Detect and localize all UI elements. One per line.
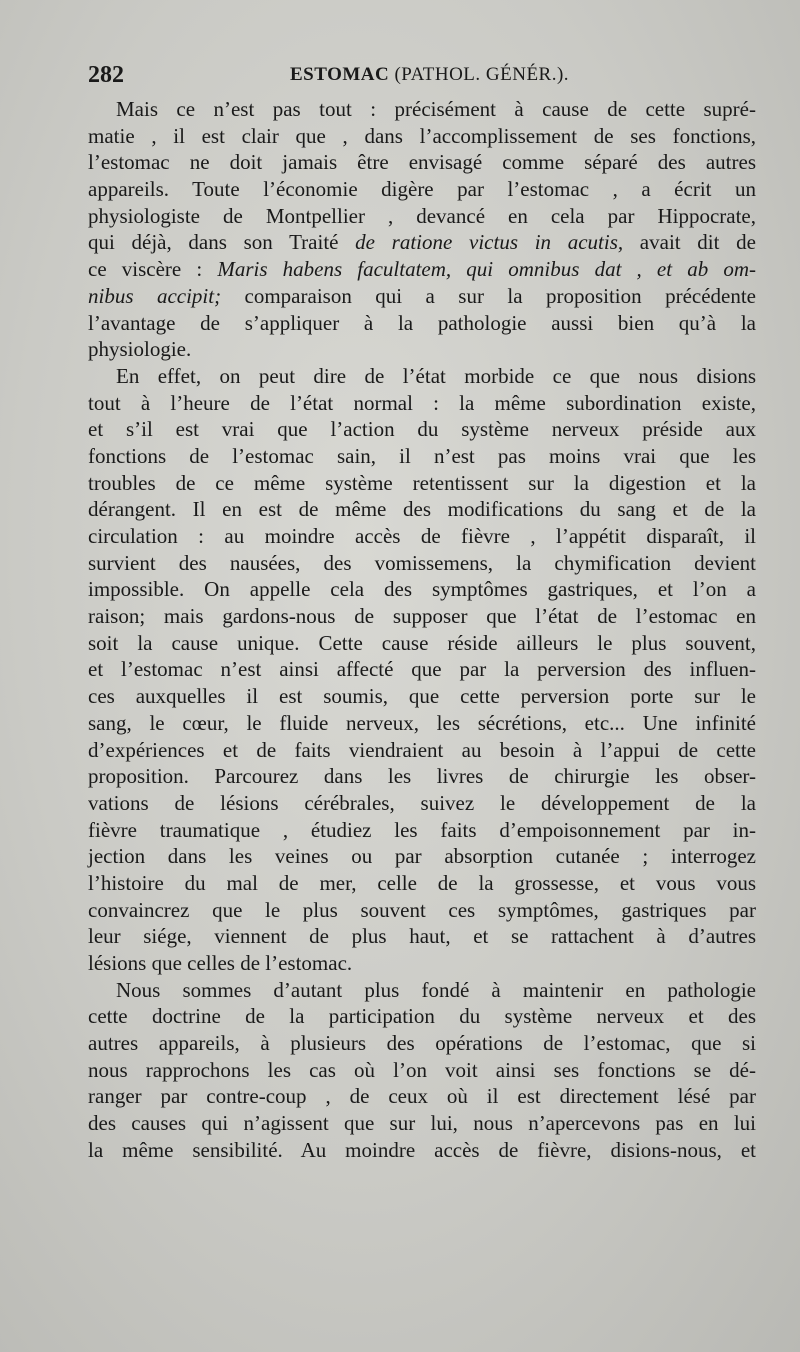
text-segment: l’histoire du mal de mer, celle de la grossesse, et vous vous <box>88 870 756 895</box>
text-line <box>88 123 756 150</box>
text-line <box>88 843 756 870</box>
text-segment: nous rapprochons les cas où l’on voit ainsi ses fonctions se dé- <box>88 1057 756 1082</box>
text-segment: la même sensibilité. Au moindre accès de fièvre, disions-nous, et <box>88 1137 756 1162</box>
text-segment: appareils. Toute l’économie digère par l’estomac , a écrit un <box>88 177 756 202</box>
text-line <box>88 283 756 310</box>
text-segment: proposition. Parcourez dans les livres de chirurgie les obser- <box>88 764 756 789</box>
text-segment: jection dans les veines ou par absorption cutanée ; interrogez <box>88 844 756 869</box>
text-line <box>88 1137 756 1164</box>
text-line <box>88 229 756 256</box>
text-segment: impossible. On appelle cela des symptômes gastriques, et l’on a <box>88 577 756 602</box>
text-segment: comparaison qui a sur la proposition précédente <box>221 283 757 308</box>
text-segment: lésions que celles de l’estomac. <box>88 951 353 975</box>
text-segment: Nous sommes d’autant plus fondé à maintenir en pathologie <box>116 977 756 1002</box>
italic-text: nibus accipit; <box>88 283 222 308</box>
text-line <box>88 1030 756 1057</box>
text-segment: fonctions de l’estomac sain, il n’est pas moins vrai que les <box>88 443 756 468</box>
text-line <box>88 1083 756 1110</box>
text-line <box>88 390 756 417</box>
text-line <box>88 817 756 844</box>
text-line <box>88 737 756 764</box>
text-segment: leur siége, viennent de plus haut, et se rattachent à d’autres <box>88 924 756 949</box>
text-line <box>88 149 756 176</box>
text-segment: des causes qui n’agissent que sur lui, nous n’apercevons pas en lui <box>88 1111 756 1136</box>
text-segment: sang, le cœur, le fluide nerveux, les sécrétions, etc... Une infinité <box>88 710 756 735</box>
page-number: 282 <box>88 62 124 88</box>
text-line <box>88 897 756 924</box>
italic-text: de ratione victus in acutis, <box>355 230 624 255</box>
text-line <box>88 870 756 897</box>
text-line <box>88 203 756 230</box>
text-line <box>88 656 756 683</box>
text-segment: avait dit de <box>623 230 756 255</box>
text-line <box>88 336 756 363</box>
text-line <box>88 256 756 283</box>
text-line <box>88 576 756 603</box>
text-line <box>88 470 756 497</box>
text-line <box>88 443 756 470</box>
text-segment: autres appareils, à plusieurs des opérations de l’estomac, que si <box>88 1031 756 1056</box>
text-line <box>88 363 756 390</box>
text-segment: ranger par contre-coup , de ceux où il est directement lésé par <box>88 1084 756 1109</box>
text-line <box>88 923 756 950</box>
text-line <box>88 523 756 550</box>
text-line <box>88 176 756 203</box>
text-segment: ces auxquelles il est soumis, que cette perversion porte sur le <box>88 684 756 709</box>
text-segment: Mais ce n’est pas tout : précisément à cause de cette supré- <box>116 97 756 121</box>
text-segment: l’estomac ne doit jamais être envisagé comme séparé des autres <box>88 150 756 175</box>
text-line <box>88 683 756 710</box>
text-segment: matie , il est clair que , dans l’accomplissement de ses fonctions, <box>88 123 756 148</box>
text-segment: l’avantage de s’appliquer à la pathologie aussi bien qu’à la <box>88 310 756 335</box>
text-segment: physiologiste de Montpellier , devancé en cela par Hippocrate, <box>88 203 756 228</box>
text-line <box>88 977 756 1004</box>
text-segment: qui déjà, dans son Traité <box>88 230 356 255</box>
text-segment: vations de lésions cérébrales, suivez le développement de la <box>88 790 756 815</box>
text-segment: troubles de ce même système retentissent sur la digestion et la <box>88 470 756 495</box>
text-segment: soit la cause unique. Cette cause réside ailleurs le plus souvent, <box>88 630 756 655</box>
text-line <box>88 550 756 577</box>
running-head-title: ESTOMAC <box>290 64 390 85</box>
italic-text: Maris habens facultatem, qui omnibus dat , et ab om- <box>217 257 756 282</box>
text-segment: physiologie. <box>88 337 192 362</box>
text-line <box>88 1057 756 1084</box>
text-line <box>88 710 756 737</box>
running-head <box>290 64 569 86</box>
text-segment: d’expériences et de faits viendraient au besoin à l’appui de cette <box>88 737 756 762</box>
text-line <box>88 416 756 443</box>
text-line <box>88 496 756 523</box>
text-segment: convaincrez que le plus souvent ces symptômes, gastriques par <box>88 897 756 922</box>
text-segment: et l’estomac n’est ainsi affecté que par la perversion des influen- <box>88 657 756 682</box>
text-line <box>88 950 756 977</box>
text-segment: ce viscère : <box>88 257 218 282</box>
page-header <box>88 62 756 94</box>
text-segment: circulation : au moindre accès de fièvre , l’appétit disparaît, il <box>88 524 756 548</box>
text-segment: fièvre traumatique , étudiez les faits d’empoisonnement par in- <box>88 817 756 842</box>
text-segment: survient des nausées, des vomissemens, la chymification devient <box>88 550 756 575</box>
text-line <box>88 1110 756 1137</box>
body-text <box>88 96 756 1164</box>
text-segment: En effet, on peut dire de l’état morbide ce que nous disions <box>116 363 756 388</box>
text-line <box>88 1003 756 1030</box>
text-segment: et s’il est vrai que l’action du système nerveux préside aux <box>88 417 756 442</box>
text-segment: dérangent. Il en est de même des modifications du sang et de la <box>88 497 756 522</box>
running-head-subtitle: (PATHOL. GÉNÉR.). <box>394 64 570 85</box>
text-segment: cette doctrine de la participation du système nerveux et des <box>88 1004 756 1029</box>
text-line <box>88 310 756 337</box>
text-line <box>88 96 756 123</box>
text-segment: raison; mais gardons-nous de supposer que l’état de l’estomac en <box>88 604 756 629</box>
text-line <box>88 630 756 657</box>
text-line <box>88 603 756 630</box>
text-segment: tout à l’heure de l’état normal : la même subordination existe, <box>88 390 756 415</box>
text-line <box>88 763 756 790</box>
text-line <box>88 790 756 817</box>
